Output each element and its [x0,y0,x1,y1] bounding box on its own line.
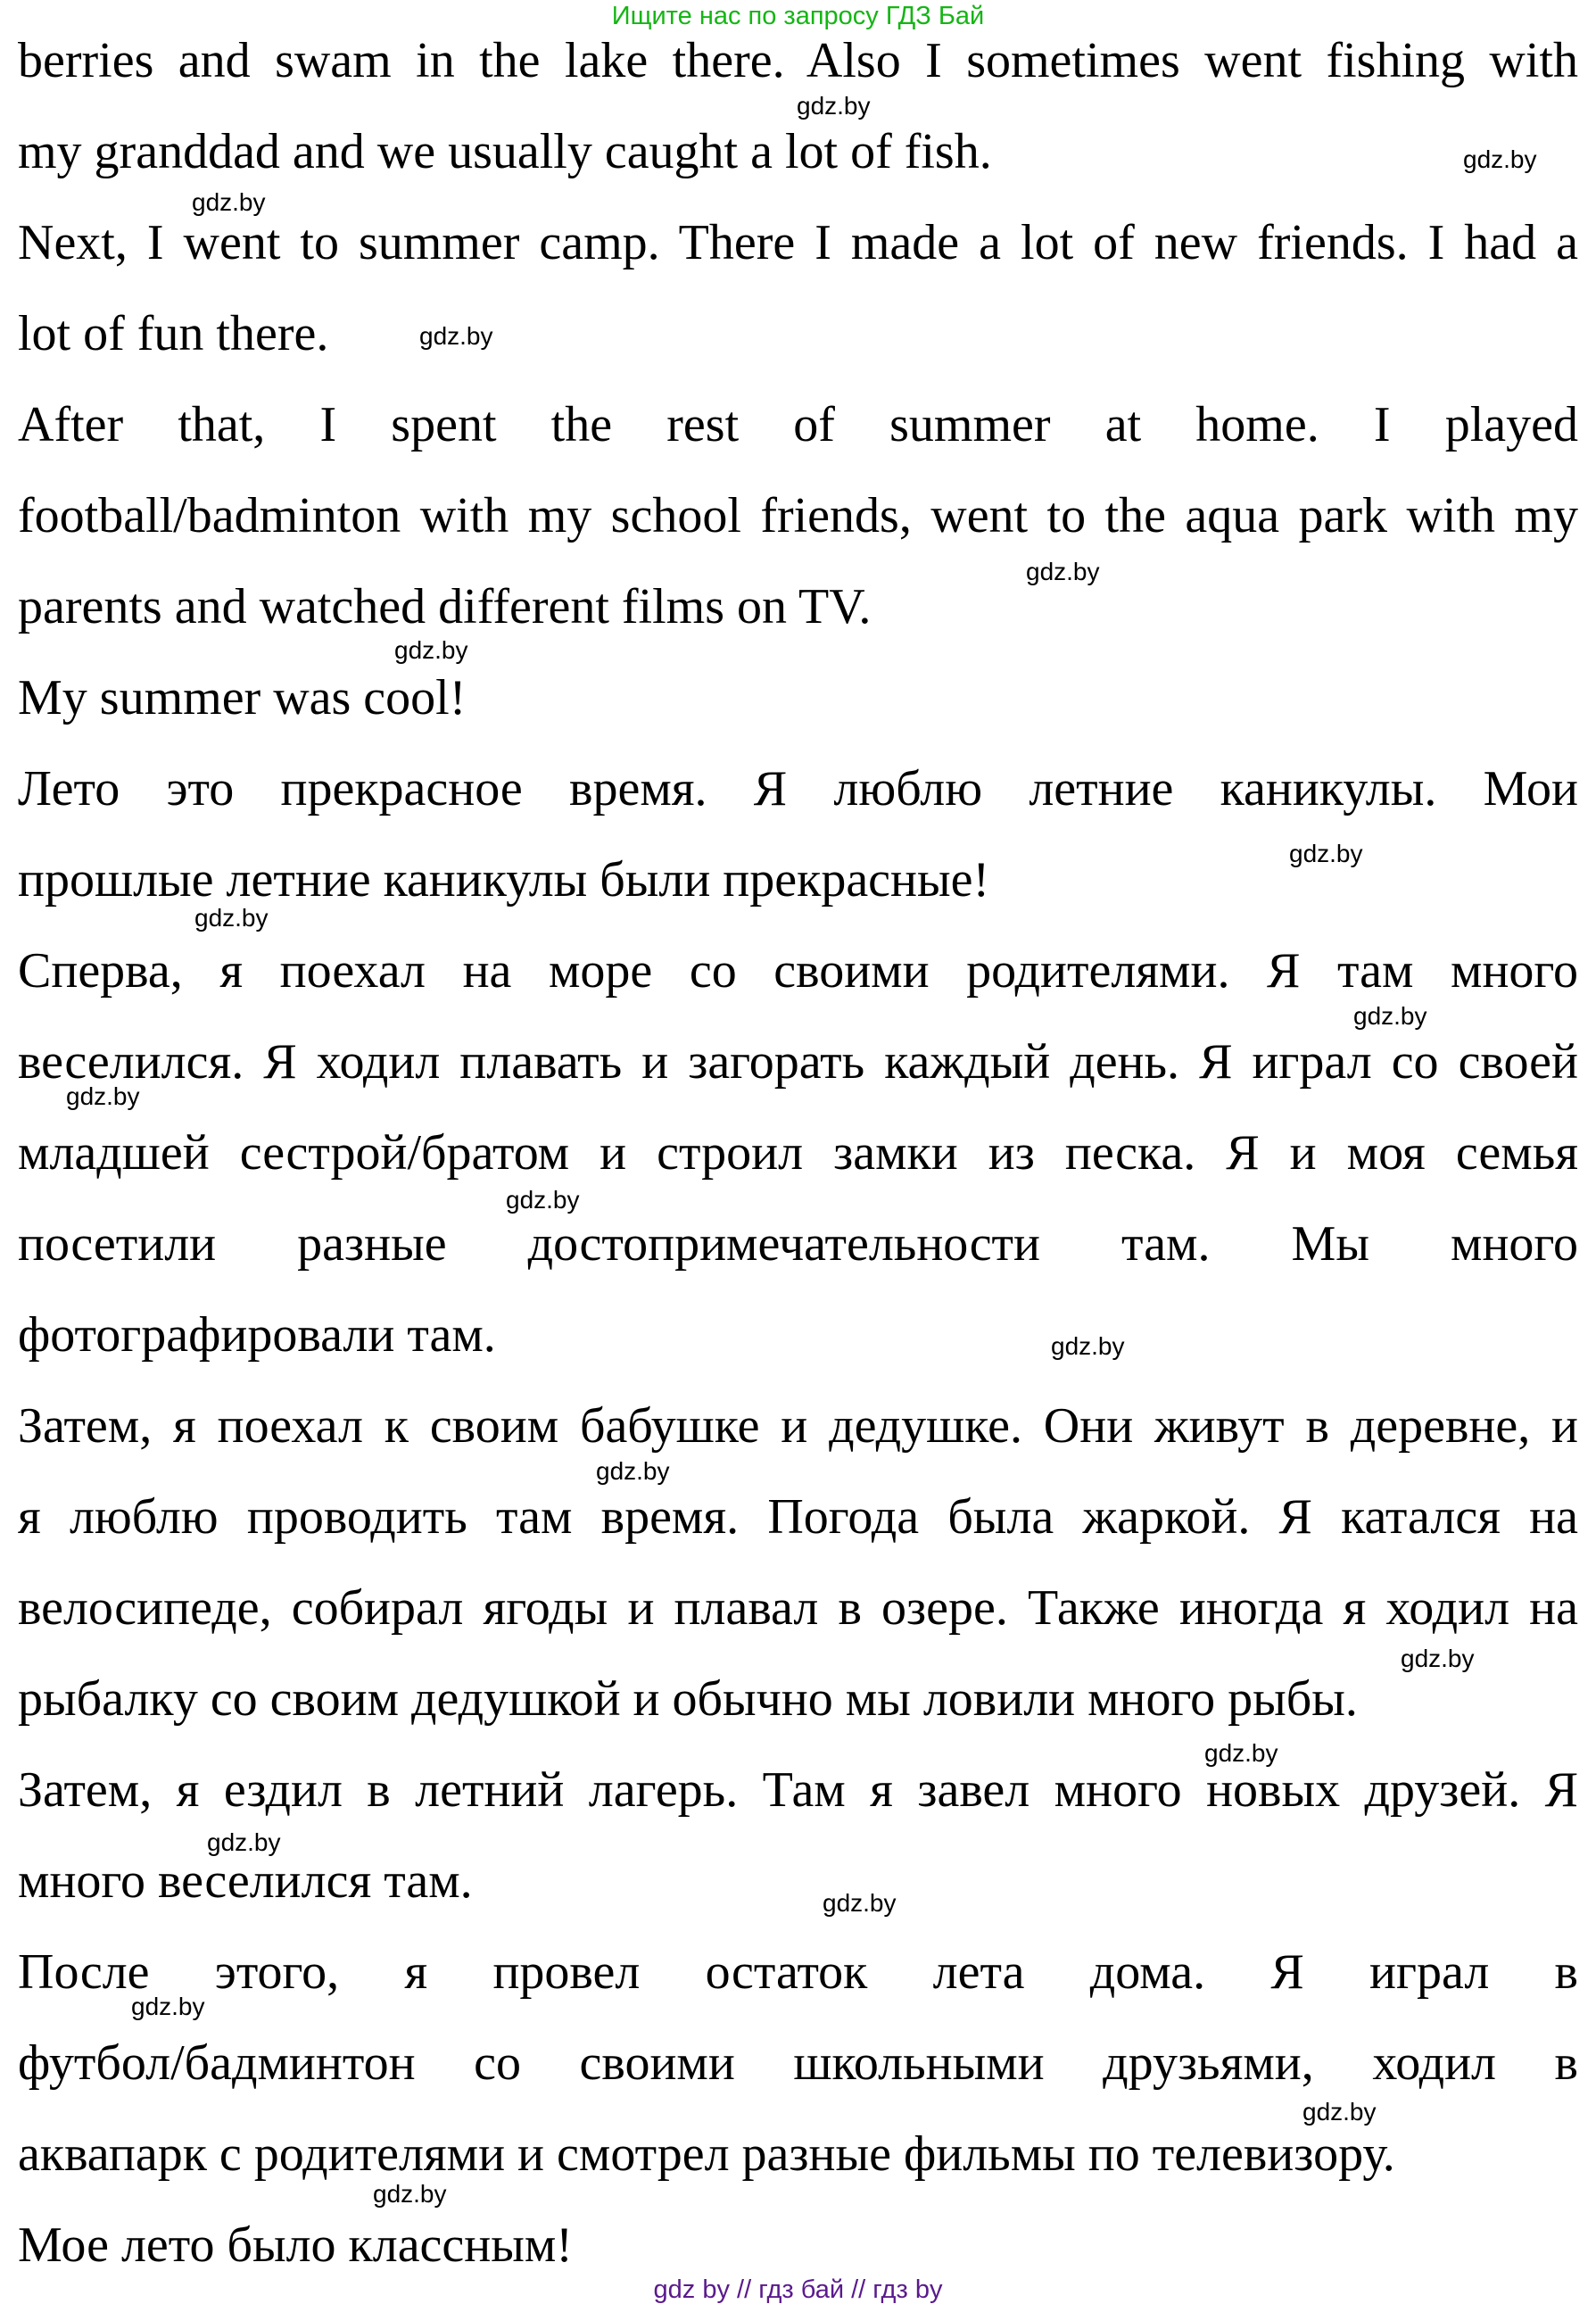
text-line: Мое лето было классным! [18,2217,573,2273]
text-line: Next, I went to summer camp. There I made a lot of new friends. I had a [18,215,1578,270]
text-line: parents and watched different films on TV. [18,579,872,634]
text-line: младшей сестрой/братом и строил замки из песка. Я и моя семья [18,1125,1578,1181]
text-line: фотографировали там. [18,1307,496,1363]
watermark: gdz.by [823,1889,897,1917]
watermark: gdz.by [394,636,468,664]
footer-links: gdz by // гдз бай // гдз by [653,2275,943,2304]
text-line: прошлые летние каникулы были прекрасные! [18,852,990,908]
watermark: gdz.by [194,904,269,932]
watermark: gdz.by [1051,1332,1125,1360]
watermark: gdz.by [373,2180,447,2208]
text-line: Затем, я ездил в летний лагерь. Там я завел много новых друзей. Я [18,1762,1578,1818]
watermark: gdz.by [207,1828,281,1856]
text-line: lot of fun there. [18,306,329,361]
text-line: много веселился там. [18,1853,473,1909]
watermark: gdz.by [596,1457,670,1485]
watermark: gdz.by [419,322,493,350]
text-line: My summer was cool! [18,670,467,725]
watermark: gdz.by [192,188,266,216]
watermark: gdz.by [131,1993,205,2020]
watermark: gdz.by [797,92,871,120]
text-line: я люблю проводить там время. Погода была жаркой. Я катался на [18,1489,1578,1545]
text-line: berries and swam in the lake there. Also I sometimes went fishing with [18,33,1578,88]
text-line: После этого, я провел остаток лета дома. Я играл в [18,1944,1578,2000]
watermark: gdz.by [1463,145,1537,173]
text-line: Затем, я поехал к своим бабушке и дедушке. Они живут в деревне, и [18,1398,1578,1454]
top-banner: Ищите нас по запросу ГДЗ Бай [611,2,985,30]
text-line: рыбалку со своим дедушкой и обычно мы ловили много рыбы. [18,1671,1358,1727]
watermark: gdz.by [1026,558,1100,585]
text-line: веселился. Я ходил плавать и загорать каждый день. Я играл со своей [18,1034,1578,1090]
text-line: my granddad and we usually caught a lot of fish. [18,124,992,179]
text-line: футбол/бадминтон со своими школьными друзьями, ходил в [18,2035,1578,2091]
text-line: Сперва, я поехал на море со своими родителями. Я там много [18,943,1578,999]
watermark: gdz.by [66,1082,140,1110]
text-line: After that, I spent the rest of summer at home. I played [18,397,1578,452]
text-line: football/badminton with my school friends, went to the aqua park with my [18,488,1578,543]
watermark: gdz.by [1204,1739,1278,1767]
text-line: посетили разные достопримечательности там. Мы много [18,1216,1578,1272]
text-line: аквапарк с родителями и смотрел разные фильмы по телевизору. [18,2126,1395,2182]
watermark: gdz.by [1289,840,1363,867]
text-line: Лето это прекрасное время. Я люблю летние каникулы. Мои [18,761,1578,816]
text-line: велосипеде, собирал ягоды и плавал в озере. Также иногда я ходил на [18,1580,1578,1636]
watermark: gdz.by [1401,1645,1475,1672]
watermark: gdz.by [506,1186,580,1214]
watermark: gdz.by [1302,2098,1377,2126]
watermark: gdz.by [1353,1002,1427,1030]
